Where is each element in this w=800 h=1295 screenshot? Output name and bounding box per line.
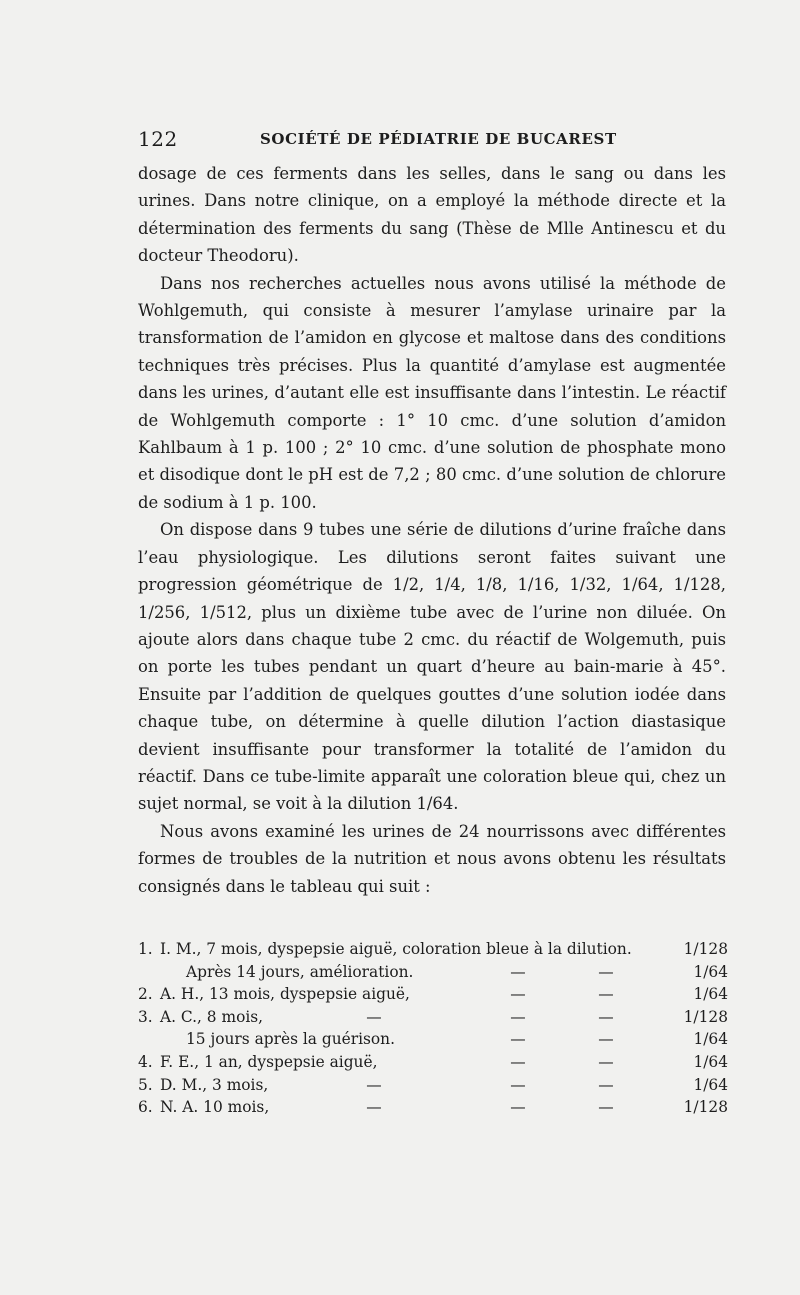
table-row	[138, 983, 728, 1006]
ditto-mark-b: —	[510, 1075, 526, 1094]
row-description: N. A. 10 mois,	[160, 1098, 270, 1117]
table-row	[138, 938, 728, 961]
ditto-mark-c: —	[598, 1075, 614, 1094]
dilution-value: 1/64	[693, 1052, 728, 1071]
row-number: 5.	[138, 1075, 153, 1094]
running-header	[138, 127, 738, 151]
ditto-mark-b: —	[510, 962, 526, 981]
row-number: 6.	[138, 1098, 153, 1117]
dilution-value: 1/64	[693, 962, 728, 981]
row-number: 4.	[138, 1052, 153, 1071]
ditto-mark-a: —	[366, 1007, 382, 1026]
row-description: A. C., 8 mois,	[160, 1007, 264, 1026]
results-table	[138, 938, 728, 1119]
ditto-mark-b: —	[510, 985, 526, 1004]
dilution-value: 1/64	[693, 1075, 728, 1094]
row-description: 15 jours après la guérison.	[186, 1030, 395, 1049]
ditto-mark-a: —	[366, 1098, 382, 1117]
dilution-value: 1/128	[683, 940, 728, 958]
dilution-value: 1/128	[683, 1098, 728, 1117]
ditto-mark-c: —	[598, 1007, 614, 1026]
body-text	[138, 160, 726, 900]
ditto-mark-b: —	[510, 1098, 526, 1117]
table-row	[138, 1074, 728, 1097]
ditto-mark-c: —	[598, 962, 614, 981]
ditto-mark-c: —	[598, 1098, 614, 1117]
header-title: SOCIÉTÉ DE PÉDIATRIE DE BUCAREST	[260, 130, 617, 148]
table-row	[138, 1051, 728, 1074]
paragraph-4: Nous avons examiné les urines de 24 nourrissons avec différentes formes de troubles de la nutrition et nous avons obtenu les résultats consignés dans le tableau qui suit :	[138, 821, 726, 896]
ditto-mark-b: —	[510, 1052, 526, 1071]
dilution-value: 1/64	[693, 1030, 728, 1049]
dilution-value: 1/128	[683, 1007, 728, 1026]
row-description: D. M., 3 mois,	[160, 1075, 269, 1094]
paragraph-2: Dans nos recherches actuelles nous avons utilisé la méthode de Wohlgemuth, qui consiste à mesurer l’amylase urinaire par la transformation de l’amidon en glycose et maltose dans des conditions techniques très précises. Plus la quantité d’amylase est augmentée dans les urines, d’autant elle est insuffisante dans l’intestin. Le réactif de Wohlgemuth comporte : 1° 10 cmc. d’une solution d’amidon Kahlbaum à 1 p. 100 ; 2° 10 cmc. d’une solution de phosphate mono et disodique dont le pH est de 7,2 ; 80 cmc. d’une solution de chlorure de sodium à 1 p. 100.	[138, 273, 726, 512]
table-row	[138, 1006, 728, 1029]
row-description: I. M., 7 mois, dyspepsie aiguë, coloration bleue à la dilution.	[160, 940, 632, 958]
dilution-value: 1/64	[693, 985, 728, 1004]
paragraph-3: On dispose dans 9 tubes une série de dilutions d’urine fraîche dans l’eau physiologique. Les dilutions seront faites suivant une progression géométrique de 1/2, 1/4, 1/8, 1/16, 1/32, 1/64, 1/128, 1/256, 1/512, plus un dixième tube avec de l’urine non diluée. On ajoute alors dans chaque tube 2 cmc. du réactif de Wolgemuth, puis on porte les tubes pendant un quart d’heure au bain-marie à 45°. Ensuite par l’addition de quelques gouttes d’une solution iodée dans chaque tube, on détermine à quelle dilution l’action diastasique devient insuffisante pour transformer la totalité de l’amidon du réactif. Dans ce tube-limite apparaît une coloration bleue qui, chez un sujet normal, se voit à la dilution 1/64.	[138, 520, 726, 814]
paragraph-1: dosage de ces ferments dans les selles, dans le sang ou dans les urines. Dans notre clinique, on a employé la méthode directe et la détermination des ferments du sang (Thèse de Mlle Antinescu et du docteur Theodoru).	[138, 164, 726, 266]
table-row	[138, 1028, 728, 1051]
row-number: 2.	[138, 985, 153, 1004]
row-description: F. E., 1 an, dyspepsie aiguë,	[160, 1052, 378, 1071]
row-description: Après 14 jours, amélioration.	[186, 962, 414, 981]
ditto-mark-c: —	[598, 1030, 614, 1049]
page-number: 122	[138, 127, 178, 151]
row-number: 3.	[138, 1007, 153, 1026]
ditto-mark-c: —	[598, 1052, 614, 1071]
ditto-mark-c: —	[598, 985, 614, 1004]
table-row	[138, 1096, 728, 1119]
row-number: 1.	[138, 940, 153, 958]
ditto-mark-b: —	[510, 1007, 526, 1026]
ditto-mark-a: —	[366, 1075, 382, 1094]
ditto-mark-b: —	[510, 1030, 526, 1049]
table-row	[138, 961, 728, 984]
row-description: A. H., 13 mois, dyspepsie aiguë,	[160, 985, 410, 1004]
